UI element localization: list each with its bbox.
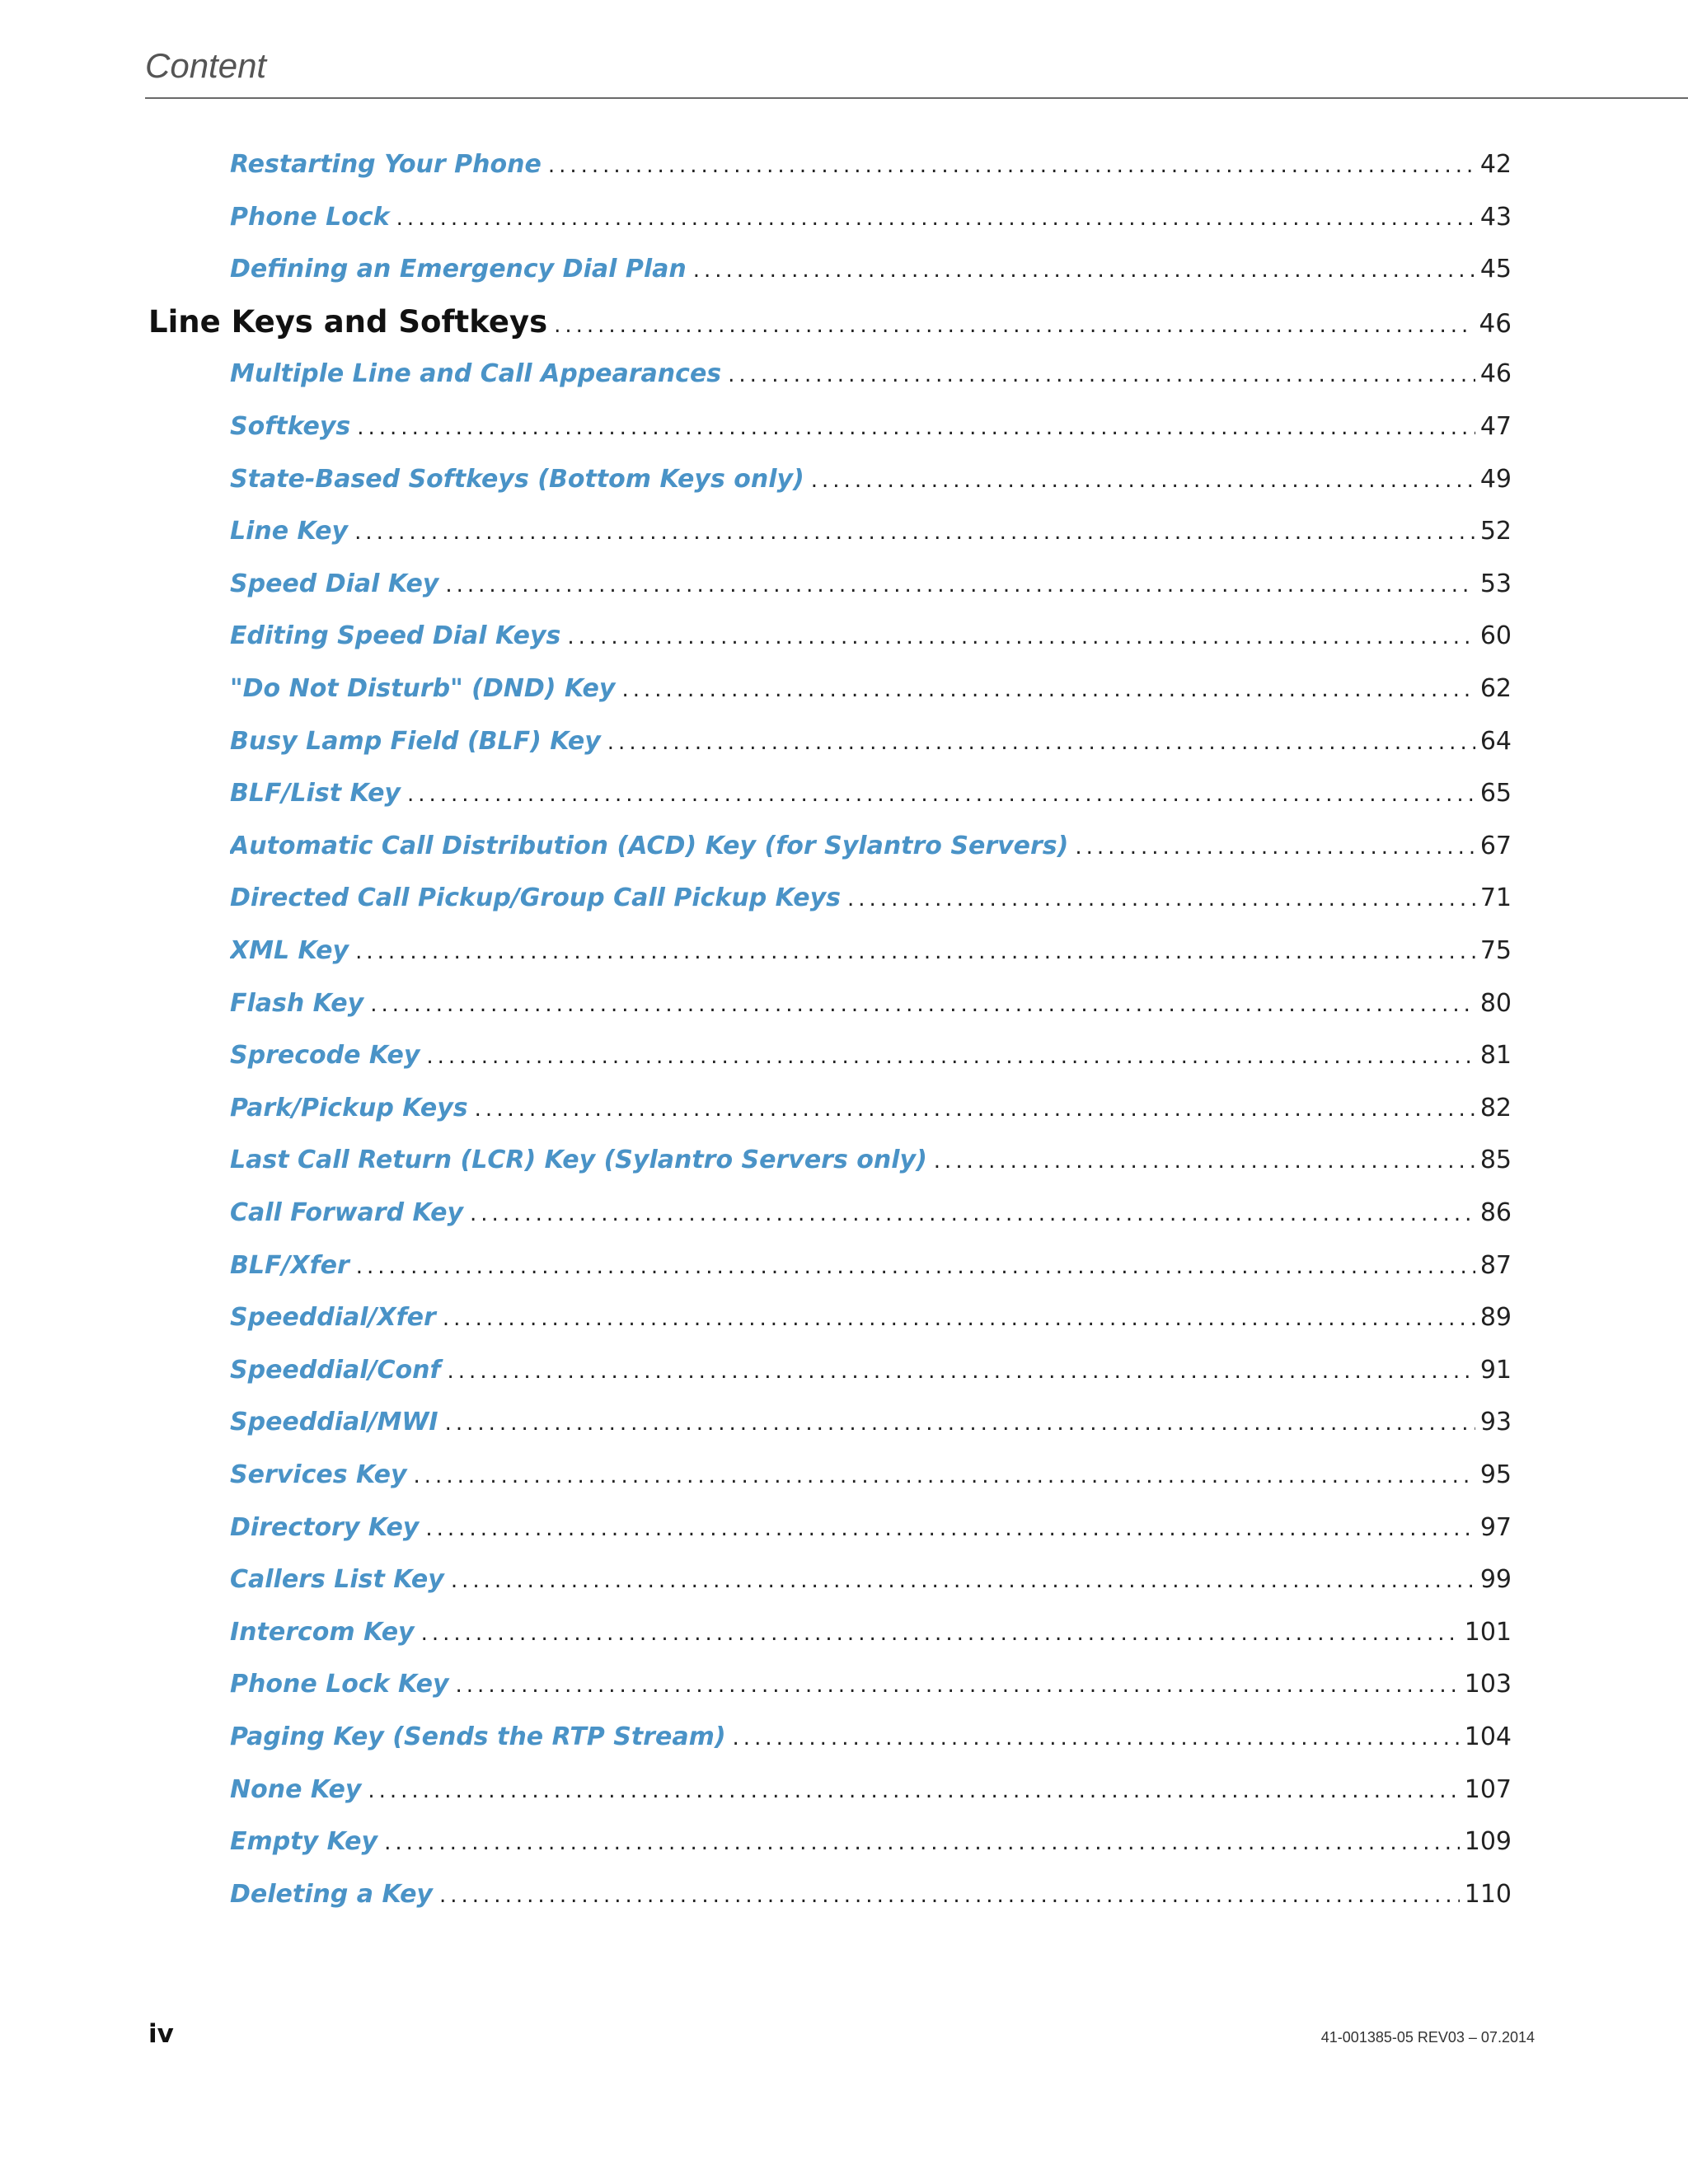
toc-entry-page-number: 53 <box>1479 569 1512 598</box>
toc-dot-leader <box>445 562 1475 607</box>
toc-entry[interactable] <box>230 1714 1512 1760</box>
toc-dot-leader <box>621 667 1475 712</box>
toc-entry-title[interactable]: Softkeys <box>230 412 351 441</box>
toc-entry-page-number: 89 <box>1479 1303 1512 1333</box>
toc-entry[interactable] <box>230 666 1512 712</box>
toc-entry-title[interactable]: Line Keys and Softkeys <box>148 303 548 340</box>
toc-entry-page-number: 99 <box>1479 1565 1512 1595</box>
toc-dot-leader <box>475 1086 1475 1132</box>
toc-dot-leader <box>445 1400 1475 1446</box>
toc-entry-page-number: 46 <box>1479 359 1512 389</box>
toc-dot-leader <box>426 1033 1475 1079</box>
toc-entry[interactable] <box>230 1347 1512 1394</box>
toc-entry-title[interactable]: Editing Speed Dial Keys <box>230 621 561 651</box>
toc-entry-page-number: 42 <box>1479 150 1512 179</box>
toc-entry[interactable] <box>230 246 1512 293</box>
toc-dot-leader <box>425 1506 1475 1551</box>
toc-dot-leader <box>368 1768 1459 1813</box>
toc-dot-leader <box>693 247 1475 293</box>
toc-entry[interactable] <box>230 351 1512 397</box>
toc-dot-leader <box>811 457 1475 503</box>
toc-dot-leader <box>733 1715 1460 1760</box>
toc-entry[interactable] <box>230 613 1512 659</box>
toc-dot-leader <box>934 1138 1475 1183</box>
page-header-title: Content <box>145 46 267 85</box>
toc-entry-page-number: 71 <box>1479 883 1512 913</box>
toc-entry-page-number: 64 <box>1479 726 1512 756</box>
toc-entry-page-number: 49 <box>1479 464 1512 494</box>
toc-entry-page-number: 80 <box>1479 988 1512 1018</box>
toc-entry-title[interactable]: Last Call Return (LCR) Key (Sylantro Servers only) <box>230 1146 927 1175</box>
toc-entry[interactable] <box>230 561 1512 607</box>
toc-entry[interactable] <box>230 928 1512 974</box>
toc-entry[interactable] <box>230 1452 1512 1498</box>
toc-entry-page-number: 109 <box>1464 1827 1512 1857</box>
toc-entry[interactable] <box>230 404 1512 450</box>
toc-entry-title[interactable]: BLF/Xfer <box>230 1250 349 1280</box>
toc-dot-leader <box>355 929 1475 974</box>
toc-entry-title[interactable]: Callers List Key <box>230 1565 444 1595</box>
toc-entry[interactable] <box>230 142 1512 188</box>
toc-dot-leader <box>370 982 1475 1027</box>
toc-entry-page-number: 93 <box>1479 1408 1512 1437</box>
toc-dot-leader <box>548 143 1475 188</box>
toc-entry-title[interactable]: Park/Pickup Keys <box>230 1093 468 1122</box>
toc-entry[interactable] <box>230 981 1512 1027</box>
toc-entry[interactable] <box>230 1767 1512 1813</box>
toc-entry[interactable] <box>230 1190 1512 1236</box>
footer-document-id: 41-001385-05 REV03 – 07.2014 <box>1320 2029 1535 2046</box>
toc-entry-title[interactable]: Speeddial/Xfer <box>230 1303 436 1333</box>
toc-entry-title[interactable]: Multiple Line and Call Appearances <box>230 359 722 389</box>
toc-chapter-entry[interactable] <box>148 299 1512 345</box>
toc-entry-title[interactable]: Speeddial/Conf <box>230 1355 441 1385</box>
toc-entry-page-number: 95 <box>1479 1460 1512 1489</box>
toc-dot-leader <box>384 1820 1460 1865</box>
toc-entry[interactable] <box>230 1610 1512 1656</box>
toc-dot-leader <box>439 1872 1460 1918</box>
toc-entry[interactable] <box>230 719 1512 765</box>
toc-entry[interactable] <box>230 1137 1512 1183</box>
toc-entry-title[interactable]: Phone Lock Key <box>230 1670 449 1699</box>
toc-entry-page-number: 60 <box>1479 621 1512 651</box>
toc-dot-leader <box>554 302 1474 345</box>
toc-dot-leader <box>451 1558 1475 1603</box>
toc-entry-page-number: 107 <box>1464 1774 1512 1804</box>
toc-entry-page-number: 101 <box>1464 1617 1512 1647</box>
toc-entry-page-number: 91 <box>1479 1355 1512 1385</box>
toc-dot-leader <box>448 1348 1475 1394</box>
toc-entry-title[interactable]: Speed Dial Key <box>230 569 439 598</box>
toc-dot-leader <box>356 1244 1475 1289</box>
toc-dot-leader <box>354 509 1475 555</box>
toc-entry-title[interactable]: Defining an Emergency Dial Plan <box>230 255 687 284</box>
toc-entry-title[interactable]: Sprecode Key <box>230 1041 420 1071</box>
toc-entry-page-number: 47 <box>1479 412 1512 441</box>
toc-entry-page-number: 86 <box>1479 1198 1512 1227</box>
toc-dot-leader <box>357 405 1475 450</box>
toc-entry[interactable] <box>230 1819 1512 1865</box>
toc-dot-leader <box>421 1610 1460 1656</box>
toc-entry-page-number: 97 <box>1479 1512 1512 1542</box>
toc-entry-page-number: 67 <box>1479 831 1512 860</box>
toc-dot-leader <box>1075 824 1475 869</box>
toc-entry-title[interactable]: Speeddial/MWI <box>230 1408 438 1437</box>
toc-entry-page-number: 65 <box>1479 779 1512 808</box>
toc-entry-title[interactable]: Intercom Key <box>230 1617 415 1647</box>
toc-dot-leader <box>470 1191 1475 1236</box>
toc-entry[interactable] <box>230 1661 1512 1708</box>
toc-entry-title[interactable]: None Key <box>230 1774 362 1804</box>
toc-entry[interactable] <box>230 1505 1512 1551</box>
toc-entry-title[interactable]: Services Key <box>230 1460 407 1489</box>
toc-entry-page-number: 82 <box>1479 1093 1512 1122</box>
toc-entry-title[interactable]: Deleting a Key <box>230 1879 433 1909</box>
toc-entry[interactable] <box>230 1295 1512 1341</box>
toc-entry[interactable] <box>230 875 1512 921</box>
toc-entry-page-number: 46 <box>1479 308 1512 339</box>
toc-entry[interactable] <box>230 823 1512 869</box>
toc-entry-title[interactable]: BLF/List Key <box>230 779 401 808</box>
toc-entry-title[interactable]: Line Key <box>230 517 349 546</box>
toc-dot-leader <box>414 1453 1475 1498</box>
toc-entry-page-number: 52 <box>1479 517 1512 546</box>
toc-entry-title[interactable]: Flash Key <box>230 988 364 1018</box>
toc-entry-title[interactable]: State-Based Softkeys (Bottom Keys only) <box>230 464 804 494</box>
toc-entry-page-number: 103 <box>1464 1670 1512 1699</box>
toc-dot-leader <box>443 1296 1475 1341</box>
toc-entry[interactable] <box>230 771 1512 817</box>
toc-dot-leader <box>567 614 1475 659</box>
toc-entry-title[interactable]: XML Key <box>230 936 349 965</box>
toc-entry[interactable] <box>230 1033 1512 1079</box>
toc-entry[interactable] <box>230 1399 1512 1446</box>
toc-entry[interactable] <box>230 1243 1512 1289</box>
toc-entry-title[interactable]: Empty Key <box>230 1827 378 1857</box>
toc-entry-page-number: 87 <box>1479 1250 1512 1280</box>
toc-entry[interactable] <box>230 194 1512 241</box>
toc-entry-page-number: 104 <box>1464 1722 1512 1751</box>
toc-dot-leader <box>728 352 1475 397</box>
toc-entry-title[interactable]: "Do Not Disturb" (DND) Key <box>230 674 616 703</box>
toc-entry-page-number: 75 <box>1479 936 1512 965</box>
toc-entry-title[interactable]: Call Forward Key <box>230 1198 464 1227</box>
toc-entry-page-number: 43 <box>1479 202 1512 232</box>
toc-entry[interactable] <box>230 1872 1512 1918</box>
toc-entry-page-number: 45 <box>1479 255 1512 284</box>
toc-entry-title[interactable]: Directed Call Pickup/Group Call Pickup Keys <box>230 883 842 913</box>
toc-entry[interactable] <box>230 1085 1512 1132</box>
toc-entry-title[interactable]: Directory Key <box>230 1512 420 1542</box>
toc-entry-page-number: 85 <box>1479 1146 1512 1175</box>
toc-dot-leader <box>607 719 1475 765</box>
toc-dot-leader <box>847 876 1475 921</box>
toc-entry[interactable] <box>230 457 1512 503</box>
toc-dot-leader <box>407 771 1475 817</box>
footer-page-number: iv <box>148 2019 174 2049</box>
toc-entry-title[interactable]: Paging Key (Sends the RTP Stream) <box>230 1722 726 1751</box>
toc-entry-page-number: 62 <box>1479 674 1512 703</box>
toc-entry-title[interactable]: Automatic Call Distribution (ACD) Key (for Sylantro Servers) <box>230 831 1069 860</box>
toc-dot-leader <box>396 195 1475 241</box>
toc-dot-leader <box>456 1662 1460 1708</box>
toc-entry-page-number: 110 <box>1464 1879 1512 1909</box>
toc-entry-title[interactable]: Phone Lock <box>230 202 390 232</box>
toc-entry-title[interactable]: Restarting Your Phone <box>230 150 542 179</box>
toc-entry[interactable] <box>230 1557 1512 1603</box>
toc-entry[interactable] <box>230 509 1512 555</box>
toc-entry-title[interactable]: Busy Lamp Field (BLF) Key <box>230 726 601 756</box>
toc-entry-page-number: 81 <box>1479 1041 1512 1071</box>
